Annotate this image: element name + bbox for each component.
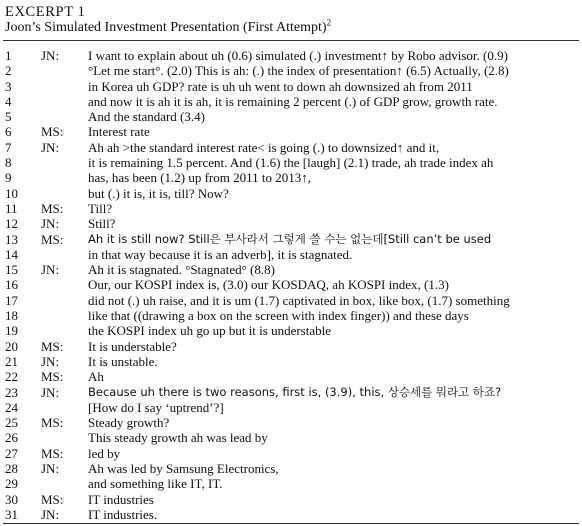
utterance-text: in that way because it is an adverb], it is stagnated. [88,246,353,262]
speaker-label: JN: [41,461,60,477]
footnote-marker: 2 [326,17,332,28]
utterance-text: in Korea uh GDP? rate is uh uh went to down ah downsized ah from 2011 [88,78,473,94]
utterance-text: Interest rate [88,124,150,140]
transcript [0,48,582,522]
line-number: 13 [5,231,18,247]
transcript-line [0,293,582,308]
utterance-text: like that ((drawing a box on the screen with index finger)) and these days [88,308,469,324]
transcript-line [0,247,582,262]
transcript-line [0,369,582,384]
transcript-line [0,109,582,124]
utterance-text: °Let me start°. (2.0) This is ah: (.) the index of presentation↑ (6.5) Actually, (2.8) [88,63,509,79]
transcript-line [0,170,582,185]
transcript-line [0,201,582,216]
utterance-text: Steady growth? [88,415,170,431]
speaker-label: MS: [41,200,64,216]
transcript-line [0,262,582,277]
transcript-line [0,354,582,369]
excerpt-heading: EXCERPT 1 [5,4,86,20]
line-number: 26 [5,430,18,446]
transcript-line [0,216,582,231]
line-number: 10 [5,185,18,201]
speaker-label: MS: [41,338,64,354]
utterance-text: [How do I say ‘uptrend’?] [88,399,224,415]
transcript-line [0,308,582,323]
speaker-label: MS: [41,445,64,461]
utterance-text: Ah it is stagnated. °Stagnated° (8.8) [88,262,275,278]
line-number: 29 [5,476,18,492]
transcript-line [0,124,582,139]
speaker-label: JN: [41,216,60,232]
utterance-text: but (.) it is, it is, till? Now? [88,185,229,201]
transcript-line [0,277,582,292]
utterance-text: Our, our KOSPI index is, (3.0) our KOSDAQ, ah KOSPI index, (1.3) [88,277,449,293]
transcript-line [0,385,582,400]
utterance-text: It is understable? [88,338,177,354]
speaker-label: JN: [41,353,60,369]
speaker-label: JN: [41,384,60,400]
line-number: 23 [5,384,18,400]
line-number: 31 [5,506,18,522]
line-number: 24 [5,399,18,415]
line-number: 3 [5,78,12,94]
utterance-text: Ah ah >the standard interest rate< is going (.) to downsized↑ and it, [88,139,440,155]
excerpt-title [5,19,331,37]
line-number: 5 [5,109,12,125]
transcript-line [0,232,582,247]
utterance-text: I want to explain about uh (0.6) simulated (.) investment↑ by Robo advisor. (0.9) [88,48,508,63]
line-number: 7 [5,139,12,155]
line-number: 9 [5,170,12,186]
line-number: 30 [5,491,18,507]
utterance-text: and something like IT, IT. [88,476,223,492]
transcript-line [0,94,582,109]
top-rule [3,40,579,41]
utterance-text: the KOSPI index uh go up but it is understable [88,323,332,339]
utterance-text: It is unstable. [88,353,158,369]
utterance-text: Ah was led by Samsung Electronics, [88,461,279,477]
utterance-text: did not (.) uh raise, and it is um (1.7) captivated in box, like box, (1.7) something [88,292,510,308]
transcript-line [0,430,582,445]
transcript-line [0,476,582,491]
line-number: 6 [5,124,12,140]
utterance-text: IT industries [88,491,154,507]
speaker-label: MS: [41,415,64,431]
speaker-label: JN: [41,48,60,63]
line-number: 2 [5,63,12,79]
utterance-text: Ah [88,369,104,385]
utterance-text: it is remaining 1.5 percent. And (1.6) the [laugh] (2.1) trade, ah trade index ah [88,155,494,171]
line-number: 1 [5,48,12,63]
line-number: 27 [5,445,18,461]
line-number: 17 [5,292,18,308]
transcript-line [0,323,582,338]
speaker-label: MS: [41,124,64,140]
line-number: 18 [5,308,18,324]
utterance-text: has, has been (1.2) up from 2011 to 2013↑, [88,170,312,186]
transcript-line [0,48,582,63]
transcript-line [0,415,582,430]
speaker-label: JN: [41,262,60,278]
line-number: 28 [5,461,18,477]
line-number: 4 [5,93,12,109]
line-number: 19 [5,323,18,339]
speaker-label: JN: [41,506,60,522]
utterance-text: And the standard (3.4) [88,109,205,125]
line-number: 11 [5,200,18,216]
line-number: 15 [5,262,18,278]
line-number: 16 [5,277,18,293]
speaker-label: JN: [41,139,60,155]
transcript-line [0,79,582,94]
line-number: 21 [5,353,18,369]
transcript-line [0,186,582,201]
speaker-label: MS: [41,369,64,385]
utterance-text: Still? [88,216,116,232]
line-number: 14 [5,246,18,262]
bottom-rule [3,523,579,524]
line-number: 8 [5,155,12,171]
transcript-line [0,140,582,155]
transcript-line [0,400,582,415]
transcript-line [0,155,582,170]
utterance-text: and now it is ah it is ah, it is remaining 2 percent (.) of GDP grow, growth rate. [88,93,498,109]
transcript-line [0,339,582,354]
speaker-label: MS: [41,231,64,247]
utterance-text: IT industries. [88,506,158,522]
excerpt-title-text: Joon’s Simulated Investment Presentation (First Attempt) [5,20,327,35]
utterance-text: Till? [88,200,113,216]
utterance-text: Because uh there is two reasons, first is, (3.9), this, 상승세를 뭐라고 하죠? [88,384,502,399]
transcript-line [0,507,582,522]
transcript-line [0,461,582,476]
transcript-line [0,446,582,461]
line-number: 20 [5,338,18,354]
line-number: 25 [5,415,18,431]
transcript-line [0,63,582,78]
utterance-text: This steady growth ah was lead by [88,430,268,446]
utterance-text: Ah it is still now? Still은 부사라서 그렇게 쓸 수는 없는데[Still can’t be used [88,231,492,246]
line-number: 12 [5,216,18,232]
utterance-text: led by [88,445,121,461]
speaker-label: MS: [41,491,64,507]
line-number: 22 [5,369,18,385]
transcript-line [0,492,582,507]
